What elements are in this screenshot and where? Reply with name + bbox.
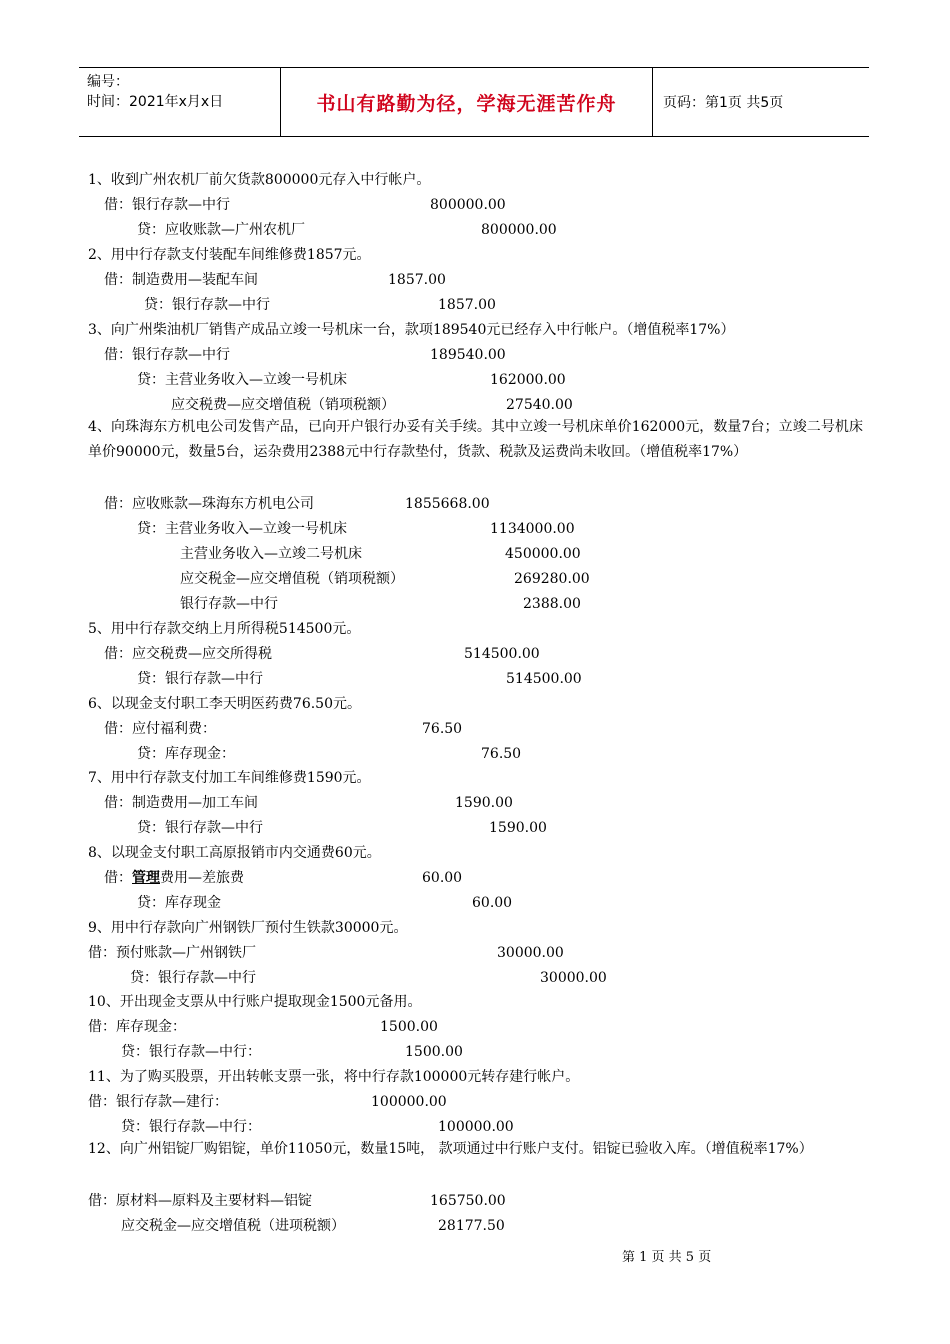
document-date-label: 时间：2021年x月x日 [87,94,224,110]
account-name: 借：银行存款—中行 [104,197,230,213]
amount: 1500.00 [405,1044,463,1060]
amount: 30000.00 [497,945,564,961]
account-name: 借：管理费用—差旅费 [104,870,244,886]
account-name: 主营业务收入—立竣二号机床 [180,546,362,562]
amount: 1590.00 [489,820,547,836]
amount: 1857.00 [388,272,446,288]
account-name: 借：库存现金： [88,1019,186,1035]
amount: 189540.00 [430,347,506,363]
account-name: 借：银行存款—中行 [104,347,230,363]
account-name: 应交税金—应交增值税（销项税额） [180,571,404,587]
header-page-cell [653,68,869,136]
account-name: 贷：银行存款—中行 [130,970,256,986]
account-name: 借：原材料—原料及主要材料—铝锭 [88,1193,312,1209]
account-name: 借：应收账款—珠海东方机电公司 [104,496,314,512]
header-page-number: 页码：第1页 共5页 [663,95,784,111]
amount: 1855668.00 [405,496,490,512]
amount: 27540.00 [506,397,573,413]
account-name: 贷：银行存款—中行： [121,1044,261,1060]
amount: 162000.00 [490,372,566,388]
account-name: 贷：主营业务收入—立竣一号机床 [137,521,347,537]
account-name: 贷：银行存款—中行 [144,297,270,313]
entry-12-question: 12、向广州铝锭厂购铝锭，单价11050元，数量15吨， 款项通过中行账户支付。铝锭已验收入库。（增值税率17%） [88,1141,813,1157]
amount: 1134000.00 [490,521,575,537]
header-motto: 书山有路勤为径，学海无涯苦作舟 [316,92,617,115]
amount: 60.00 [472,895,513,911]
account-name: 借：应交税费—应交所得税 [104,646,272,662]
amount: 30000.00 [540,970,607,986]
amount: 2388.00 [523,596,581,612]
header-meta-cell [79,68,281,136]
amount: 1590.00 [455,795,513,811]
amount: 1857.00 [438,297,496,313]
account-name: 贷：应收账款—广州农机厂 [137,222,305,238]
amount: 165750.00 [430,1193,506,1209]
account-name: 应交税金—应交增值税（进项税额） [121,1218,345,1234]
account-name: 借：银行存款—建行： [88,1094,228,1110]
account-name: 贷：银行存款—中行 [137,820,263,836]
amount: 269280.00 [514,571,590,587]
page-footer: 第 1 页 共 5 页 [622,1250,712,1265]
amount: 100000.00 [438,1119,514,1135]
page-header [79,67,869,137]
amount: 60.00 [422,870,463,886]
account-name: 应交税费—应交增值税（销项税额） [171,397,395,413]
amount: 28177.50 [438,1218,505,1234]
account-name: 贷：库存现金 [137,895,221,911]
amount: 800000.00 [430,197,506,213]
account-name: 贷：银行存款—中行 [137,671,263,687]
amount: 76.50 [422,721,463,737]
account-name: 贷：主营业务收入—立竣一号机床 [137,372,347,388]
account-name: 银行存款—中行 [180,596,278,612]
underlined-term: 管理 [132,870,160,886]
amount: 450000.00 [505,546,581,562]
header-motto-cell [281,68,653,136]
amount: 800000.00 [481,222,557,238]
account-name: 借：预付账款—广州钢铁厂 [88,945,256,961]
document-number-label: 编号： [87,74,129,90]
account-name: 贷：库存现金： [137,746,235,762]
account-name: 借：制造费用—装配车间 [104,272,258,288]
entry-4-question: 4、向珠海东方机电公司发售产品，已向开户银行办妥有关手续。其中立竣一号机床单价162000元，数量7台；立竣二号机床单价90000元，数量5台，运杂费用2388元中行存款垫付，货款、税款及运费尚未收回。（增值税率17%） [88,419,863,460]
amount: 514500.00 [506,671,582,687]
account-name: 借：应付福利费： [104,721,216,737]
amount: 514500.00 [464,646,540,662]
account-name: 贷：银行存款—中行： [121,1119,261,1135]
amount: 100000.00 [371,1094,447,1110]
account-name: 借：制造费用—加工车间 [104,795,258,811]
amount: 1500.00 [380,1019,438,1035]
amount: 76.50 [481,746,522,762]
